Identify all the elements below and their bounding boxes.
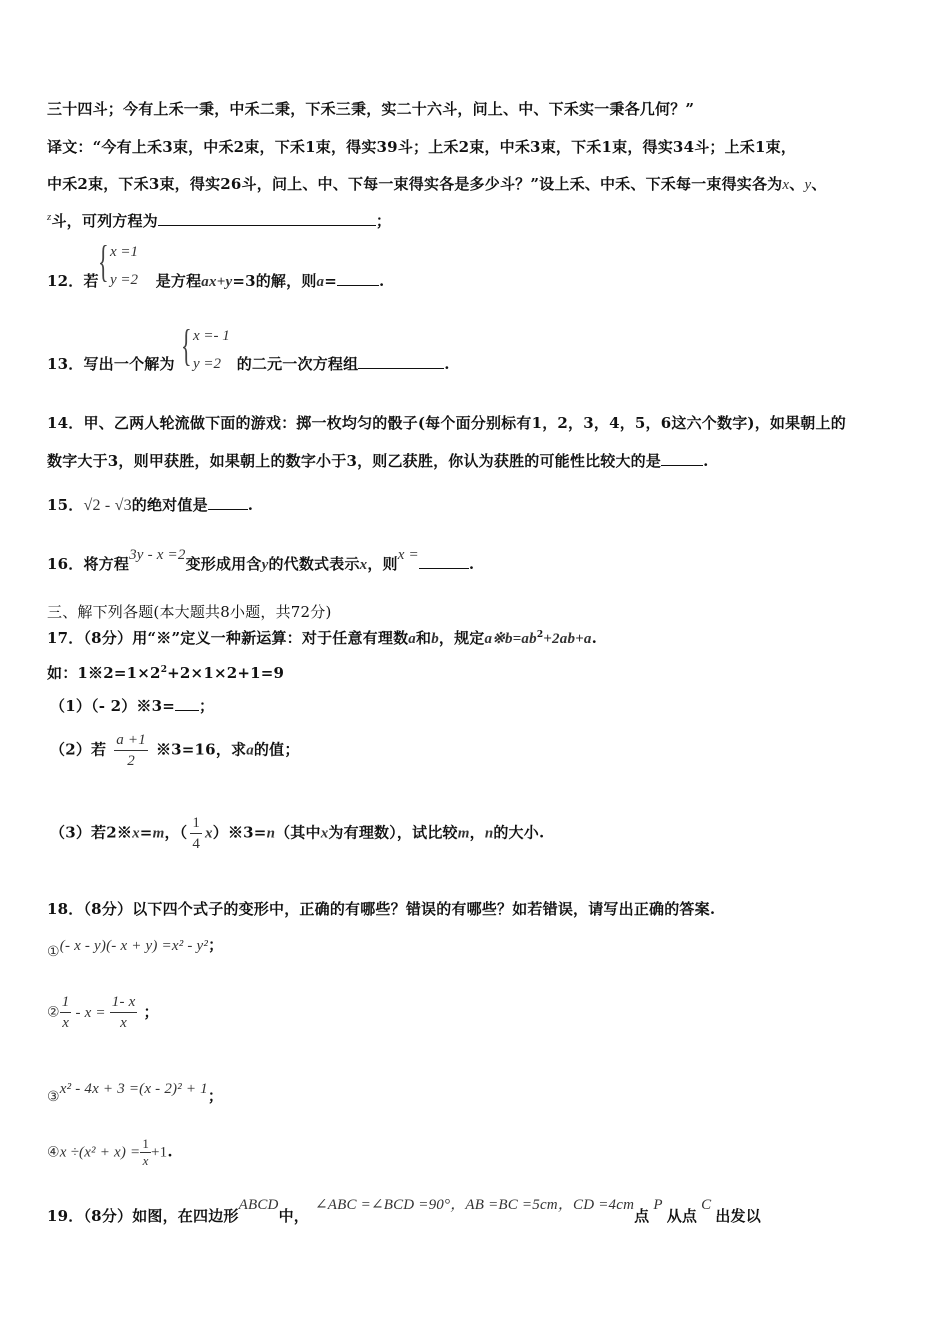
var-a: a bbox=[316, 274, 325, 290]
text-line-4-body: 斗，可列方程为 bbox=[51, 212, 158, 230]
numerator: 1 bbox=[60, 992, 72, 1013]
question-15 bbox=[47, 494, 253, 515]
part-text: ※3=16，求 bbox=[155, 740, 247, 759]
item-2 bbox=[47, 992, 159, 1033]
question-text: 是方程 bbox=[155, 272, 202, 290]
sep: 、 bbox=[789, 175, 805, 193]
question-number: 12．若 bbox=[47, 272, 99, 290]
var-m: m bbox=[457, 825, 470, 842]
item-1 bbox=[47, 934, 224, 960]
rule-tail: +2ab+a bbox=[543, 631, 592, 647]
circled-3: ③ bbox=[47, 1089, 60, 1105]
numerator: 1 bbox=[190, 813, 202, 834]
question-16 bbox=[47, 547, 475, 574]
equation: 3y - x =2 bbox=[129, 547, 186, 563]
answer-blank[interactable] bbox=[419, 554, 469, 569]
question-text: 变形成用含 bbox=[185, 555, 262, 573]
system-eq-2: y =2 bbox=[193, 356, 222, 372]
question-text: 17．（8分）用“※”定义一种新运算：对于任意有理数 bbox=[47, 629, 409, 647]
question-text: 和 bbox=[415, 629, 432, 647]
text-line-1: 三十四斗；今有上禾一秉，中禾二秉，下禾三秉，实二十六斗，问上、中、下禾实一秉各几何？” bbox=[47, 100, 695, 118]
text-line-3-body: 中禾2束，下禾3束，得实26斗，问上、中、下每一束得实各是多少斗？”设上禾、中禾、下禾每一束得实各为 bbox=[47, 175, 783, 193]
answer-blank[interactable] bbox=[208, 495, 248, 510]
part-text: = bbox=[139, 823, 153, 842]
system-eq-2: y =2 bbox=[110, 272, 139, 288]
answer-blank[interactable] bbox=[358, 354, 444, 369]
denominator: x bbox=[142, 1153, 149, 1168]
question-text: 的绝对值是 bbox=[131, 496, 208, 514]
question-13 bbox=[47, 353, 450, 374]
question-text: 点 bbox=[634, 1207, 650, 1225]
punct: = bbox=[324, 272, 338, 290]
expression: (- x - y)(- x + y) =x² - y² bbox=[59, 938, 209, 954]
part-3 bbox=[50, 813, 544, 854]
denominator: 4 bbox=[192, 836, 201, 852]
punct: . bbox=[591, 629, 598, 647]
numerator: a +1 bbox=[116, 732, 146, 748]
question-text: 19．（8分）如图，在四边形 bbox=[47, 1207, 239, 1225]
question-text: 数字大于3，则甲获胜，如果朝上的数字小于3，则乙获胜，你认为获胜的可能性比较大的是 bbox=[47, 452, 662, 470]
fraction bbox=[190, 813, 202, 854]
answer-blank[interactable] bbox=[661, 451, 703, 466]
question-12 bbox=[47, 270, 384, 291]
var-n: n bbox=[266, 825, 276, 842]
question-14-line-2 bbox=[47, 450, 709, 471]
punct: . bbox=[468, 555, 475, 573]
question-text: 从点 bbox=[666, 1207, 698, 1225]
part-text: （1）（- 2）※3= bbox=[50, 697, 176, 715]
punct: . bbox=[379, 272, 385, 290]
var-x: x bbox=[359, 557, 368, 573]
punct: . bbox=[247, 496, 254, 514]
var-y: y bbox=[261, 557, 269, 573]
expression: x² - 4x + 3 =(x - 2)² + 1 bbox=[59, 1081, 208, 1097]
punct: . bbox=[703, 452, 709, 470]
question-number: 16．将方程 bbox=[47, 555, 130, 573]
text-line-2: 译文：“今有上禾3束，中禾2束，下禾1束，得实39斗；上禾2束，中禾3束，下禾1束，得实34斗；上禾1束， bbox=[47, 138, 797, 156]
part-text: 为有理数），试比较 bbox=[328, 823, 458, 842]
expression-tail: +1 bbox=[151, 1144, 168, 1161]
question-number: 15． bbox=[47, 496, 84, 514]
var-x: x bbox=[205, 825, 213, 842]
point-c: C bbox=[701, 1197, 712, 1213]
example-line bbox=[47, 662, 284, 683]
system-eq-1: x =1 bbox=[110, 244, 139, 260]
text-line-4 bbox=[47, 210, 391, 231]
question-text: 的代数式表示 bbox=[268, 555, 360, 573]
question-text: ，规定 bbox=[438, 629, 485, 647]
question-text: 出发以 bbox=[715, 1207, 761, 1225]
fraction bbox=[60, 992, 72, 1033]
fraction bbox=[140, 1136, 151, 1169]
item-3 bbox=[47, 1077, 224, 1105]
question-14-line-1: 14．甲、乙两人轮流做下面的游戏：掷一枚均匀的骰子(每个面分别标有1，2，3，4，5，6这六个数字)，如果朝上的 bbox=[47, 414, 846, 432]
text-line-3 bbox=[47, 173, 827, 194]
lhs: x = bbox=[397, 547, 419, 563]
part-text: ）※3= bbox=[212, 823, 267, 842]
var-y: y bbox=[804, 177, 812, 193]
var-b: b bbox=[431, 631, 439, 647]
denominator: 2 bbox=[127, 753, 135, 769]
brace: { bbox=[181, 321, 192, 370]
rule-lhs: a※b bbox=[484, 631, 513, 647]
numerator: 1 bbox=[142, 1136, 150, 1151]
question-19 bbox=[47, 1197, 761, 1226]
part-text: ， bbox=[469, 823, 485, 842]
answer-blank[interactable] bbox=[158, 211, 376, 226]
denominator: x bbox=[120, 1015, 128, 1031]
point-p: P bbox=[653, 1197, 663, 1213]
answer-blank[interactable] bbox=[175, 696, 199, 711]
quadrilateral-name: ABCD bbox=[238, 1197, 279, 1213]
var-x: x bbox=[320, 825, 329, 842]
section-heading: 三、解下列各题(本大题共8小题，共72分) bbox=[47, 603, 332, 621]
var-x: x bbox=[782, 177, 790, 193]
var-m: m bbox=[152, 825, 165, 842]
sep: 、 bbox=[811, 175, 827, 193]
expr: ax+y bbox=[201, 274, 233, 290]
part-text: 的值； bbox=[253, 740, 300, 759]
part-text: （其中 bbox=[275, 823, 321, 842]
part-text: ，（ bbox=[164, 823, 188, 842]
var-a: a bbox=[408, 631, 416, 647]
question-text: ，则 bbox=[367, 555, 398, 573]
example-text: +2×1×2+1=9 bbox=[167, 664, 285, 682]
system-eq-1: x =- 1 bbox=[193, 328, 230, 344]
punct: ； bbox=[143, 1002, 159, 1021]
item-4 bbox=[47, 1136, 173, 1169]
question-18: 18．（8分）以下四个式子的变形中，正确的有哪些？错误的有哪些？如若错误，请写出正确的答案. bbox=[47, 900, 716, 918]
expression: x ÷(x² + x) = bbox=[59, 1144, 141, 1161]
circled-1: ① bbox=[47, 944, 60, 960]
var-n: n bbox=[484, 825, 494, 842]
part-text: 的大小. bbox=[493, 823, 545, 842]
part-text: （2）若 bbox=[50, 740, 107, 759]
expr-root-diff: √2 - √3 bbox=[83, 497, 132, 514]
var-z: z bbox=[47, 211, 52, 223]
conditions: ∠ABC =∠BCD =90°，AB =BC =5cm，CD =4cm bbox=[315, 1197, 635, 1213]
question-number: 13．写出一个解为 bbox=[47, 355, 175, 373]
part-2 bbox=[50, 730, 300, 771]
question-text: =3的解，则 bbox=[232, 272, 317, 290]
exponent: 2 bbox=[160, 665, 168, 675]
part-1 bbox=[50, 695, 214, 716]
fraction bbox=[110, 992, 138, 1033]
rule-eq: =ab bbox=[512, 631, 537, 647]
punct: . bbox=[167, 1142, 173, 1161]
example-text: 如：1※2=1×2 bbox=[47, 664, 161, 682]
part-text: （3）若2※ bbox=[50, 823, 133, 842]
denominator: x bbox=[62, 1015, 70, 1031]
punct: ； bbox=[199, 697, 215, 715]
exponent: 2 bbox=[536, 630, 544, 640]
punct: ； bbox=[207, 1087, 224, 1105]
expression: - x = bbox=[75, 1004, 106, 1021]
circled-2: ② bbox=[47, 1004, 60, 1021]
question-text: 中， bbox=[278, 1207, 309, 1225]
punct: ； bbox=[208, 936, 224, 954]
circled-4: ④ bbox=[47, 1144, 60, 1161]
question-text: 的二元一次方程组 bbox=[236, 355, 359, 373]
punct: ； bbox=[375, 212, 392, 230]
fraction bbox=[114, 730, 148, 771]
var-a: a bbox=[246, 742, 254, 759]
question-17 bbox=[47, 627, 597, 648]
numerator: 1- x bbox=[110, 992, 138, 1013]
answer-blank[interactable] bbox=[337, 271, 379, 286]
var-x: x bbox=[132, 825, 140, 842]
punct: . bbox=[444, 355, 450, 373]
brace: { bbox=[98, 237, 109, 286]
